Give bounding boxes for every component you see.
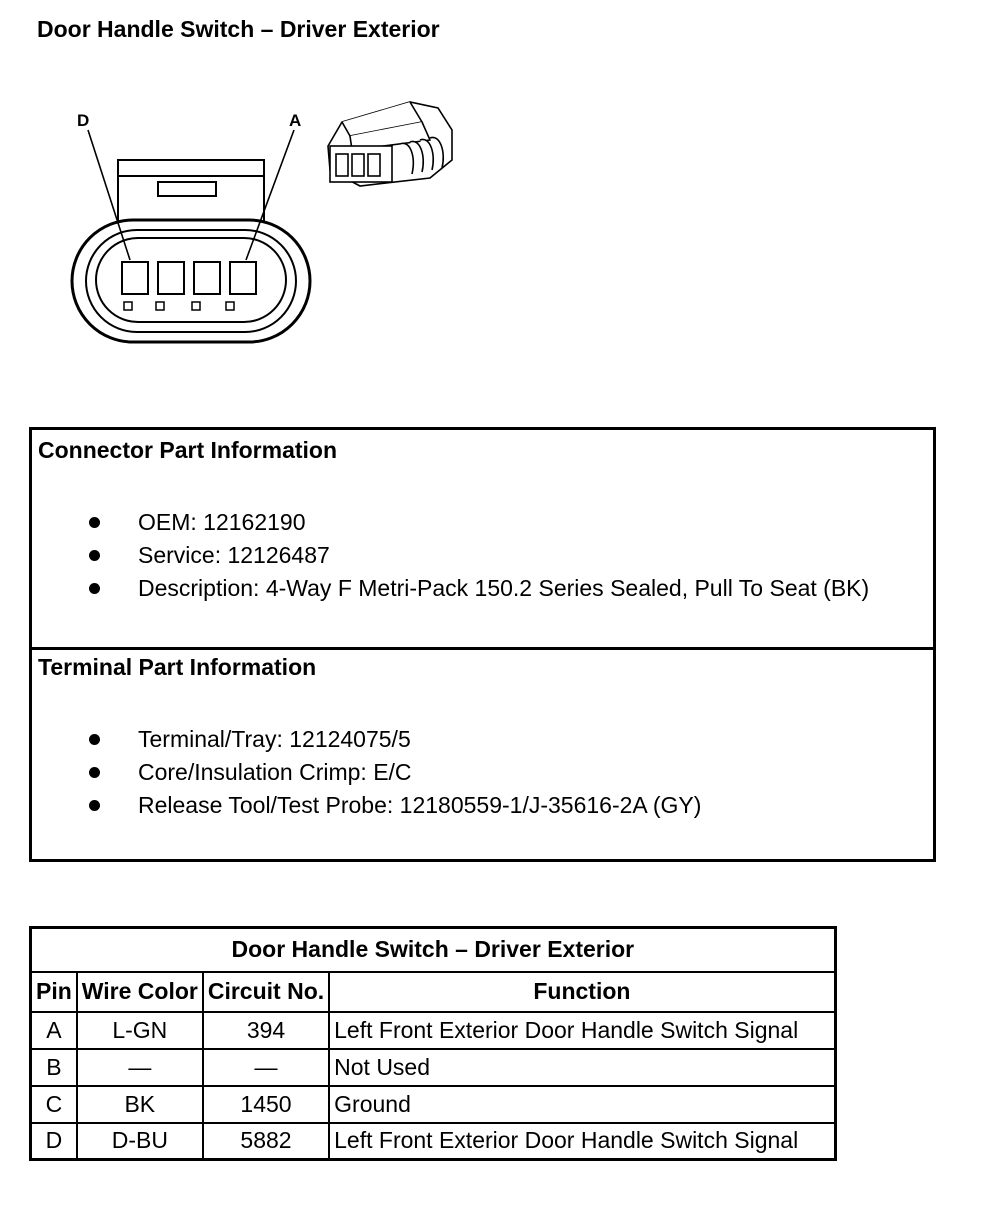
circuit-cell: 394: [203, 1012, 329, 1049]
bullet-icon: [89, 517, 100, 528]
circuit-cell: 5882: [203, 1123, 329, 1160]
wire-color-cell: BK: [77, 1086, 203, 1123]
table-row: [31, 1049, 836, 1086]
wire-color-cell: —: [77, 1049, 203, 1086]
table-caption-row: [31, 928, 836, 972]
terminal-info-section: Terminal Part Information Terminal/Tray: 12124075/5 Core/Insulation Crimp: E/C Release Tool/Test Probe: 12180559-1/J-35616-2A (GY): [38, 654, 702, 818]
bullet-icon: [89, 800, 100, 811]
column-header-pin: Pin: [31, 972, 77, 1012]
bullet-icon: [89, 767, 100, 778]
function-cell: Left Front Exterior Door Handle Switch Signal: [329, 1123, 835, 1160]
bullet-icon: [89, 550, 100, 561]
column-header-wire-color: Wire Color: [77, 972, 203, 1012]
connector-iso-icon: [328, 102, 452, 186]
pin-cell: A: [31, 1012, 77, 1049]
column-header-function: Function: [329, 972, 835, 1012]
function-cell: Ground: [329, 1086, 835, 1123]
table-row: [31, 1123, 836, 1160]
column-header-circuit: Circuit No.: [203, 972, 329, 1012]
table-row: [31, 1012, 836, 1049]
bullet-icon: [89, 583, 100, 594]
bullet-icon: [89, 734, 100, 745]
table-caption: Door Handle Switch – Driver Exterior: [31, 928, 836, 972]
pin-table: [29, 926, 837, 1161]
wire-color-cell: L-GN: [77, 1012, 203, 1049]
table-header-row: [31, 972, 836, 1012]
pin-label-d: D: [77, 111, 90, 130]
pin-cell: B: [31, 1049, 77, 1086]
page-title: Door Handle Switch – Driver Exterior: [37, 16, 440, 42]
terminal-info-heading: Terminal Part Information: [38, 654, 317, 680]
function-cell: Not Used: [329, 1049, 835, 1086]
pin-cell: D: [31, 1123, 77, 1160]
connector-face: [72, 160, 310, 342]
circuit-cell: 1450: [203, 1086, 329, 1123]
part-info-box: [29, 427, 936, 862]
table-row: [31, 1086, 836, 1123]
pin-label-a: A: [289, 111, 302, 130]
circuit-cell: —: [203, 1049, 329, 1086]
connector-info-section: Connector Part Information OEM: 12162190 Service: 12126487 Description: 4-Way F Metri-Pack 150.2 Series Sealed, Pull To Seat (BK): [32, 430, 933, 650]
wire-color-cell: D-BU: [77, 1123, 203, 1160]
pin-cell: C: [31, 1086, 77, 1123]
connector-diagram: [60, 100, 480, 360]
function-cell: Left Front Exterior Door Handle Switch Signal: [329, 1012, 835, 1049]
connector-info-heading: Connector Part Information: [38, 437, 338, 463]
